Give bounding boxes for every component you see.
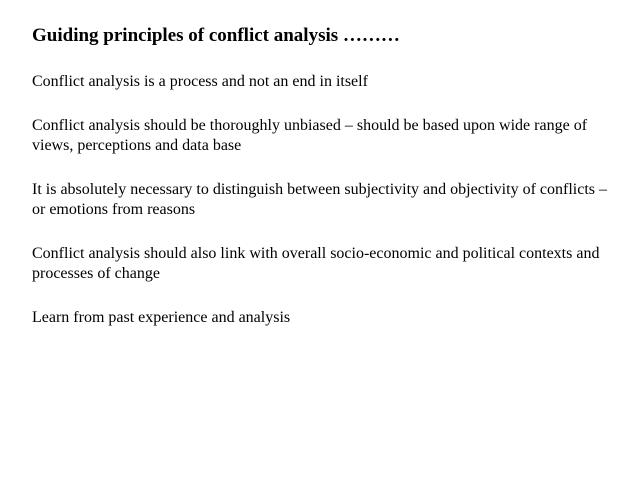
principle-item: Conflict analysis should also link with overall socio-economic and political contexts and processes of change [32, 245, 600, 282]
slide-title: Guiding principles of conflict analysis ……… [32, 25, 400, 46]
principle-item: Conflict analysis is a process and not an end in itself [32, 73, 368, 90]
principles-list [32, 72, 612, 352]
principle-item: Learn from past experience and analysis [32, 309, 291, 326]
principle-item: It is absolutely necessary to distinguish between subjectivity and objectivity of conflicts – or emotions from reasons [32, 181, 607, 218]
principle-item: Conflict analysis should be thoroughly unbiased – should be based upon wide range of views, perceptions and data base [32, 117, 588, 154]
